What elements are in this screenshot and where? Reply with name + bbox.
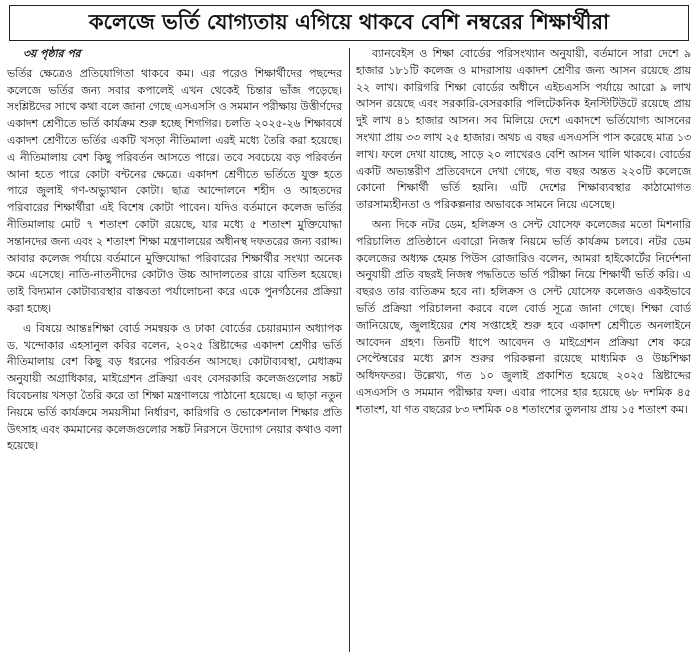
headline: কলেজে ভর্তি যোগ্যতায় এগিয়ে থাকবে বেশি নম্বরের শিক্ষার্থীরা	[88, 9, 610, 34]
article-body	[7, 46, 691, 652]
headline-banner	[9, 5, 689, 41]
paragraph: অন্য দিকে নটর ডেম, হলিক্রস ও সেন্ট যোসেফ কলেজের মতো মিশনারি পরিচালিত প্রতিষ্ঠানে এবারো নিজস্ব নিয়মে ভর্তি কার্যক্রম চলবে। নটর ডেম কলেজের অধ্যক্ষ হেমন্ত পিউস রোজারিও বলেন, আমরা হাইকোর্টের নির্দেশনা অনুযায়ী প্রতি বছরই নিজস্ব পদ্ধতিতে ভর্তি পরীক্ষা নিয়ে শিক্ষার্থী ভর্তি করি। এ বছরও তার ব্যতিক্রম হবে না। হলিক্রস ও সেন্ট যোসেফ কলেজও একইভাবে ভর্তি প্রক্রিয়া পরিচালনা করবে বলে বোর্ড সূত্রে জানা গেছে। শিক্ষা বোর্ড জানিয়েছে, জুলাইয়ের শেষ সপ্তাহেই শুরু হবে একাদশ শ্রেণীতে অনলাইনে আবেদন গ্রহণ। তিনটি ধাপে আবেদন ও মাইগ্রেশন প্রক্রিয়া শেষ করে সেপ্টেম্বরের মধ্যে ক্লাস শুরুর পরিকল্পনা রয়েছে মাধ্যমিক ও উচ্চশিক্ষা অধিদফতর। উল্লেখ্য, গত ১০ জুলাই প্রকাশিত হয়েছে ২০২৫ খ্রিষ্টাব্দের এসএসসি ও সমমান পরীক্ষার ফল। এবার পাসের হার হয়েছে ৬৮ দশমিক ৪৫ শতাংশ, যা গত বছরের ৮৩ দশমিক ০৪ শতাংশের তুলনায় প্রায় ১৫ শতাংশ কম।	[356, 217, 691, 416]
paragraph: এ বিষয়ে আন্তঃশিক্ষা বোর্ড সমন্বয়ক ও ঢাকা বোর্ডের চেয়ারম্যান অধ্যাপক ড. খন্দোকার এহসানুল কবির বলেন, ২০২৫ খ্রিষ্টাব্দের একাদশ শ্রেণীর ভর্তি নীতিমালায় বেশ কিছু বড় ধরনের পরিবর্তন আসছে। কোটাব্যবস্থা, মেধাক্রম অনুযায়ী অগ্রাধিকার, মাইগ্রেশন প্রক্রিয়া এবং বেসরকারি কলেজগুলোর সঙ্কট বিবেচনায় খসড়া তৈরি করে তা শিক্ষা মন্ত্রণালয়ে পাঠানো হয়েছে। এ ছাড়া নতুন নিয়মে ভর্তি কার্যক্রমে সময়সীমা নির্ধারণ, কারিগরি ও ভোকেশনাল শিক্ষার প্রতি উৎসাহ এবং কমমানের কলেজগুলোর সঙ্কট নিরসনে উদ্যোগ নেয়ার কথাও বলা হয়েছে।	[7, 321, 342, 453]
right-column	[356, 46, 691, 652]
paragraph: ভর্তির ক্ষেত্রেও প্রতিযোগিতা থাকবে কম। এর পরেও শিক্ষার্থীদের পছন্দের কলেজে ভর্তির জন্য সবার কপালেই এখন থেকেই চিন্তার ভাঁজ পড়েছে। সংশ্লিষ্টদের সাথে কথা বলে জানা গেছে এসএসসি ও সমমান পরীক্ষায় উত্তীর্ণদের একাদশ শ্রেণীতে ভর্তি কার্যক্রম শুরু হচ্ছে শিগগির। চলতি ২০২৫-২৬ শিক্ষাবর্ষে একাদশ শ্রেণীতে ভর্তির একটি খসড়া নীতিমালা এরই মধ্যে তৈরি করা হয়েছে। এ নীতিমালায় বেশ কিছু পরিবর্তন আসতে পারে। তবে সবচেয়ে বড় পরিবর্তন আনা হতে পারে কোটা বন্টনের ক্ষেত্রে। একাদশ শ্রেণীতে ভর্তিতে যুক্ত হতে পারে জুলাই গণ-অভ্যুত্থান কোটা। ছাত্র আন্দোলনে শহীদ ও আহতদের পরিবারের শিক্ষার্থীরা এই বিশেষ কোটা পাবেন। যদিও বর্তমানে কলেজ ভর্তির নীতিমালায় মোট ৭ শতাংশ কোটা রয়েছে, যার মধ্যে ৫ শতাংশ মুক্তিযোদ্ধা সন্তানদের জন্য এবং ২ শতাংশ শিক্ষা মন্ত্রণালয়ের অধীনস্থ দফতরের জন্য বরাদ্দ। আবার কলেজ পর্যায়ে বর্তমানে মুক্তিযোদ্ধা পরিবারের শিক্ষার্থীর সংখ্যা অনেক কমে এসেছে। নাতি-নাতনীদের কোটাও উচ্চ আদালতের রায়ে বাতিল হয়েছে। তাই বিদ্যমান কোটাব্যবস্থার বাস্তবতা পর্যালোচনা করে একে পুনর্গঠনের প্রক্রিয়া করা হচ্ছে।	[7, 66, 342, 315]
continued-from-label: ৩য় পৃষ্ঠার পর	[23, 47, 81, 60]
left-column	[7, 46, 342, 652]
column-divider	[349, 48, 350, 652]
paragraph: ব্যানবেইস ও শিক্ষা বোর্ডের পরিসংখ্যান অনুযায়ী, বর্তমানে সারা দেশে ৯ হাজার ১৮১টি কলেজ ও মাদরাসায় একাদশ শ্রেণীর জন্য আসন রয়েছে প্রায় ২২ লাখ। কারিগরি শিক্ষা বোর্ডের অধীনে এইচএসসি পর্যায়ে আরো ৯ লাখ আসন রয়েছে এবং সরকারি-বেসরকারি পলিটেকনিক ইনস্টিটিউটে রয়েছে প্রায় দুই লাখ ৪১ হাজার আসন। সব মিলিয়ে দেশে একাদশে ভর্তিযোগ্য আসনের সংখ্যা প্রায় ৩৩ লাখ ২৫ হাজার। অথচ এ বছর এসএসসি পাস করেছে মাত্র ১৩ লাখ। ফলে দেখা যাচ্ছে, সাড়ে ২০ লাখেরও বেশি আসন খালি থাকবে। বোর্ডের একটি অভ্যন্তরীণ প্রতিবেদনে দেখা গেছে, গত বছর অন্তত ২২০টি কলেজে কোনো শিক্ষার্থী ভর্তি হয়নি। এটি দেশের শিক্ষাব্যবস্থার কাঠামোগত তারসাম্যহীনতা ও পরিকল্পনার অভাবকে সামনে নিয়ে এসেছে।	[356, 47, 691, 212]
